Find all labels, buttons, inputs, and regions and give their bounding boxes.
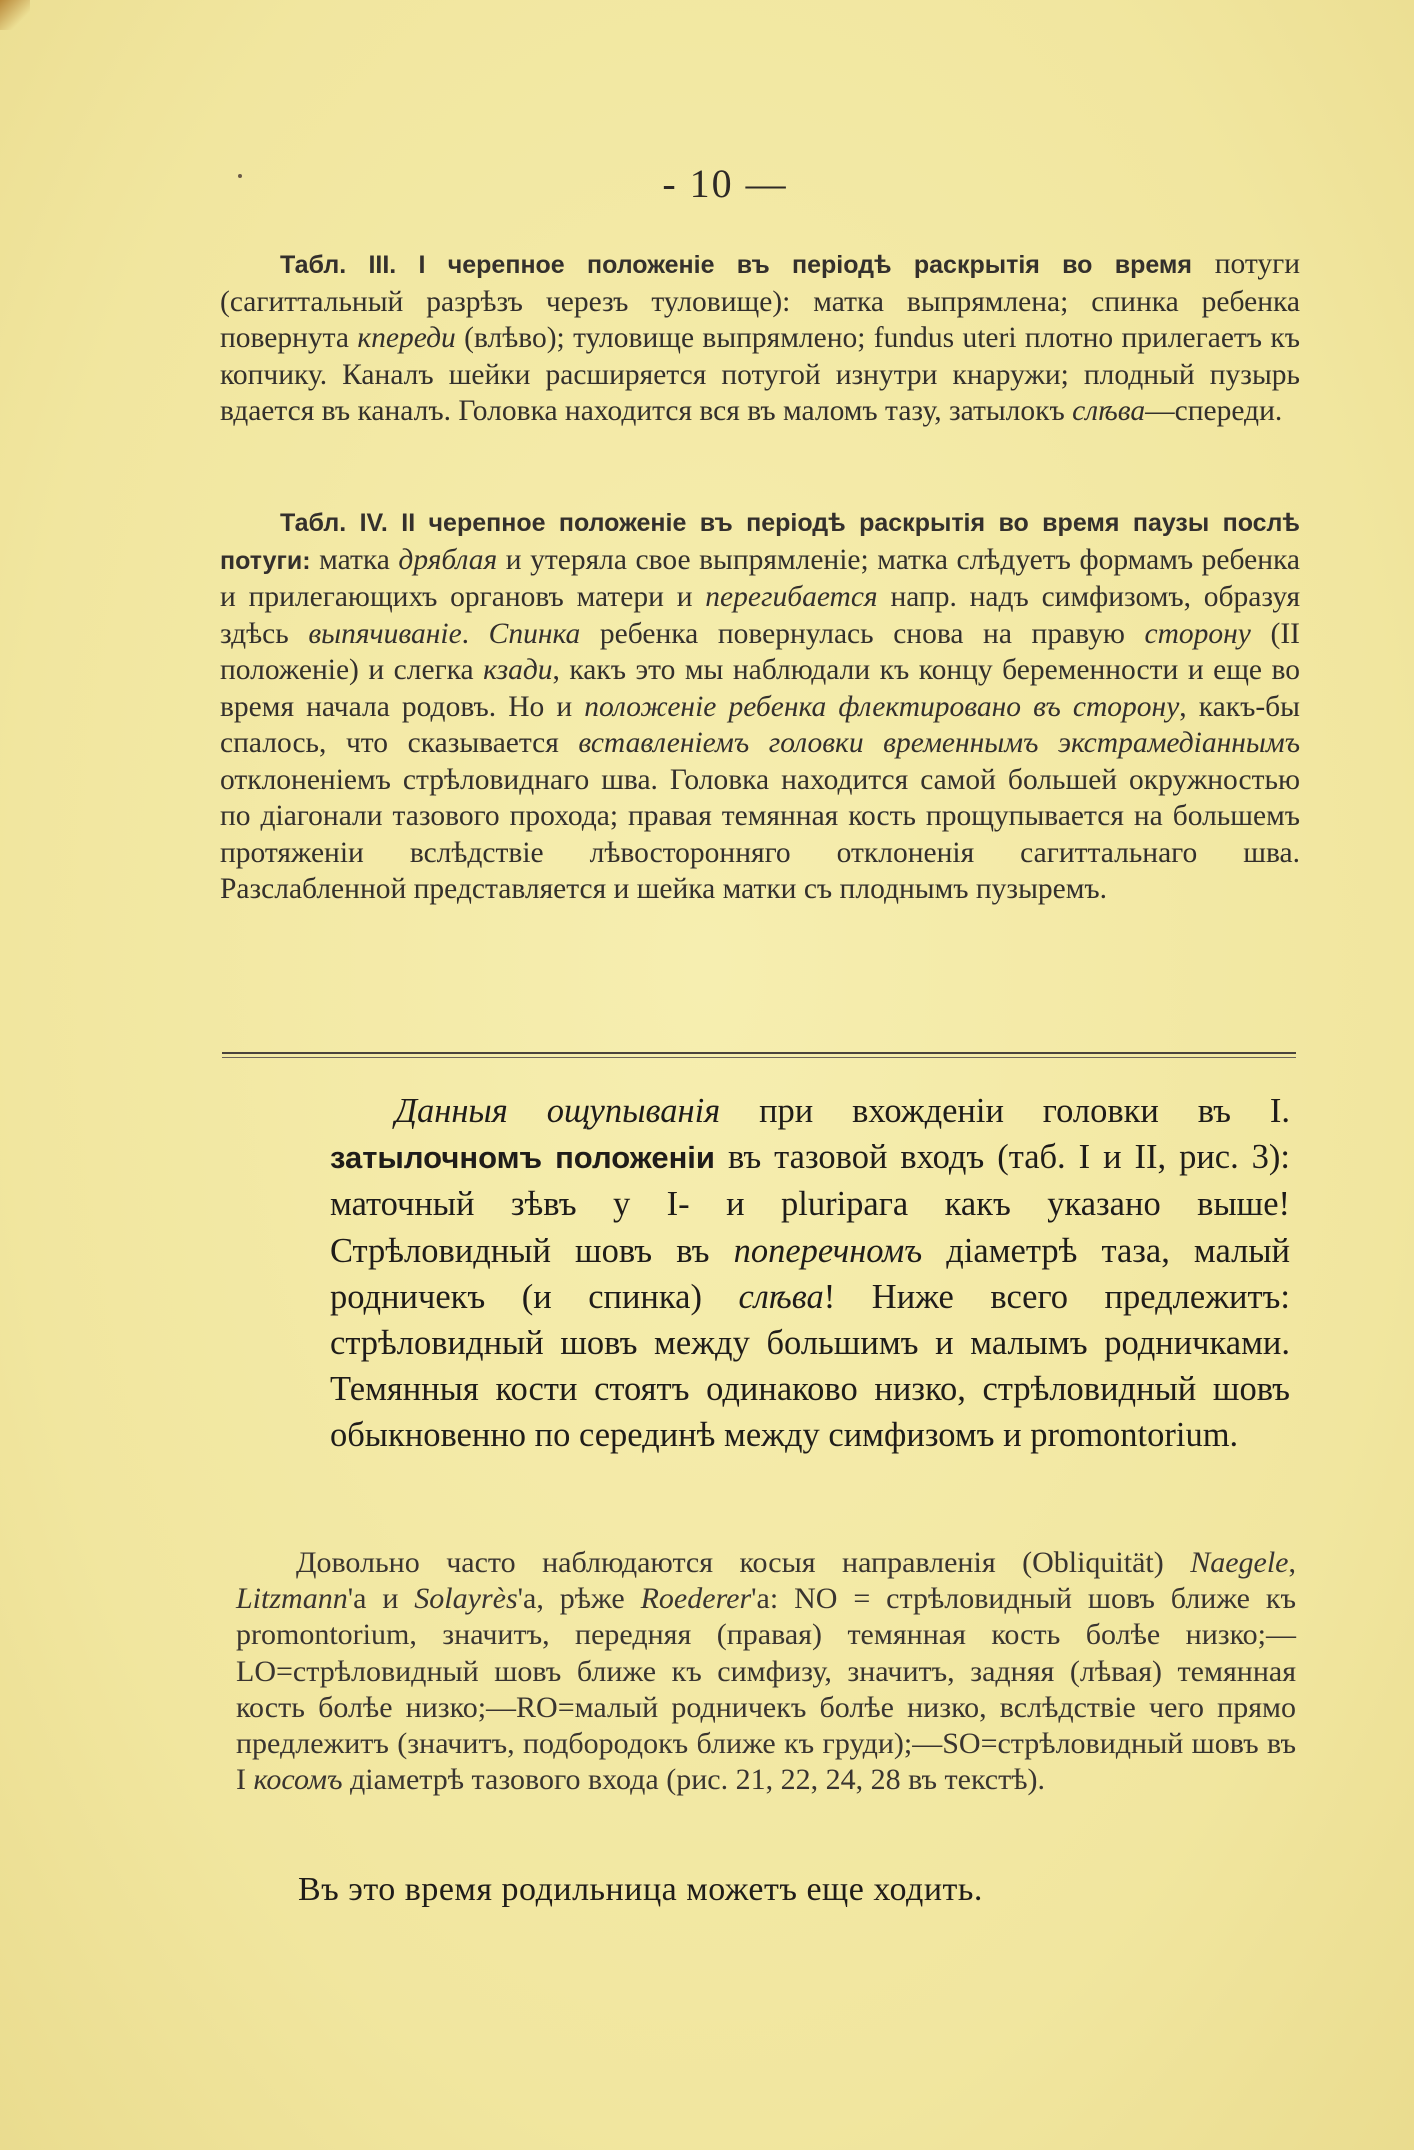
palpation-paragraph	[330, 1088, 1290, 1459]
table4-em-2: перегибается	[705, 581, 878, 613]
oblique-note-paragraph	[236, 1545, 1296, 1798]
note-text-4: 'а, рѣже	[517, 1582, 641, 1616]
table4-text-3: напр. надъ симфизомъ, образуя здѣсь	[220, 581, 1301, 650]
table4-text-1: матка	[310, 543, 399, 576]
table3-paragraph	[220, 246, 1300, 430]
palpation-title: Данныя ощупыванія	[395, 1092, 721, 1130]
note-em-4: Roederer	[640, 1582, 752, 1616]
table4-lead: Табл. IV. II черепное положеніе въ періодѣ раскрытія во время паузы послѣ потуги:	[220, 509, 1300, 575]
table4-text-6: (II положеніе) и слегка	[220, 617, 1300, 686]
ink-speck	[238, 174, 242, 178]
note-text-5: 'а: NO = стрѣловидный шовъ ближе къ promontorium, значитъ, передняя (правая) темянная кость болѣе низко;—LO=стрѣловидный шовъ ближе къ симфизу, значитъ, задняя (лѣвая) темянная кость болѣе низко;—RO=малый родничекъ болѣе низко, вслѣдствіе чего прямо предлежитъ (значитъ, подбородокъ ближе къ груди);—SO=стрѣловидный шовъ въ I	[236, 1582, 1296, 1797]
table4-text-2: и утеряла свое выпрямленіе; матка слѣдуетъ формамъ ребенка и прилегающихъ органовъ матери и	[220, 543, 1301, 613]
table4-text-5: ребенка повернулась снова на правую	[580, 617, 1145, 650]
table4-em-6: кзади	[483, 654, 553, 686]
section-divider	[222, 1052, 1296, 1054]
palpation-text-2: въ тазовой входъ (таб. I и II, рис. 3): маточный зѣвъ у I- и plurірага какъ указано выше! Стрѣловидный шовъ въ	[330, 1138, 1290, 1270]
palpation-em-1: поперечномъ	[733, 1231, 923, 1270]
note-text-2: ,	[1288, 1546, 1296, 1579]
palpation-em-2: слѣва	[738, 1277, 824, 1316]
note-text-1: Довольно часто наблюдаются косыя направленія (Obliquität)	[296, 1546, 1191, 1579]
note-text-6: діаметрѣ тазового входа (рис. 21, 22, 24, 28 въ текстѣ).	[342, 1763, 1045, 1797]
table4-text-4: .	[461, 617, 489, 650]
table4-em-8: вставленіемъ головки временнымъ экстрамедіаннымъ	[578, 727, 1301, 759]
table4-em-5: сторону	[1144, 617, 1251, 650]
note-em-5: косомъ	[253, 1763, 343, 1797]
table3-text-mid: (влѣво); туловище выпрямлено; fundus uteri плотно прилегаетъ къ копчику. Каналъ шейки расширяется потугой изнутри кнаружи; плодный пузырь вдается въ каналъ. Головка находится вся въ маломъ тазу, затылокъ	[220, 322, 1300, 427]
section-divider-thin	[222, 1057, 1296, 1058]
table4-em-3: выпячиваніе	[308, 617, 462, 650]
note-em-2: Litzmann	[236, 1582, 348, 1616]
note-text-3: 'а и	[347, 1582, 415, 1616]
table4-text-7: , какъ это мы наблюдали къ концу беременности и еще во время начала родовъ. Но и	[220, 654, 1300, 723]
closing-sentence: Въ это время родильница можетъ еще ходить.	[298, 1871, 983, 1908]
palpation-text-3: діаметрѣ таза, малый родничекъ (и спинка)	[330, 1231, 1290, 1316]
table4-text-8: , какъ-бы спалось, что сказывается	[220, 690, 1300, 759]
table3-text: потуги (сагиттальный разрѣзъ черезъ туловище): матка выпрямлена; спинка ребенка повернута	[220, 248, 1300, 354]
table3-lead: Табл. III. I черепное положеніе въ періодѣ раскрытія во время	[280, 251, 1192, 279]
page-corner-stain	[0, 0, 30, 30]
table4-em-4: Спинка	[488, 617, 581, 650]
table3-em-front: кпереди	[357, 322, 456, 354]
table4-em-7: положеніе ребенка флектировано въ сторону	[584, 690, 1180, 723]
note-em-1: Naegele	[1190, 1546, 1289, 1579]
palpation-text-4: ! Ниже всего предлежитъ: стрѣловидный шовъ между большимъ и малымъ родничками. Темянныя кости стоятъ одинаково низко, стрѣловидный шовъ обыкновенно по серединѣ между симфизомъ и promontorium.	[330, 1277, 1290, 1455]
table3-em-left: слѣва	[1072, 395, 1146, 427]
table4-paragraph	[220, 504, 1300, 908]
table4-em-1: дряблая	[398, 543, 498, 576]
palpation-bold: затылочномъ положеніи	[330, 1140, 715, 1176]
note-em-3: Solayrès	[414, 1582, 518, 1616]
table3-text-end: —спереди.	[1145, 395, 1283, 427]
palpation-text-1: при вхожденіи головки въ I.	[720, 1092, 1290, 1130]
table4-text-9: отклоненіемъ стрѣловиднаго шва. Головка находится самой большей окружностью по діагонали тазового прохода; правая темянная кость прощупывается на большемъ протяженіи вслѣдствіе лѣвосторонняго отклоненія сагиттальнаго шва. Разслабленной представляется и шейка матки съ плоднымъ пузыремъ.	[220, 763, 1300, 905]
page-number: - 10 —	[662, 161, 788, 206]
